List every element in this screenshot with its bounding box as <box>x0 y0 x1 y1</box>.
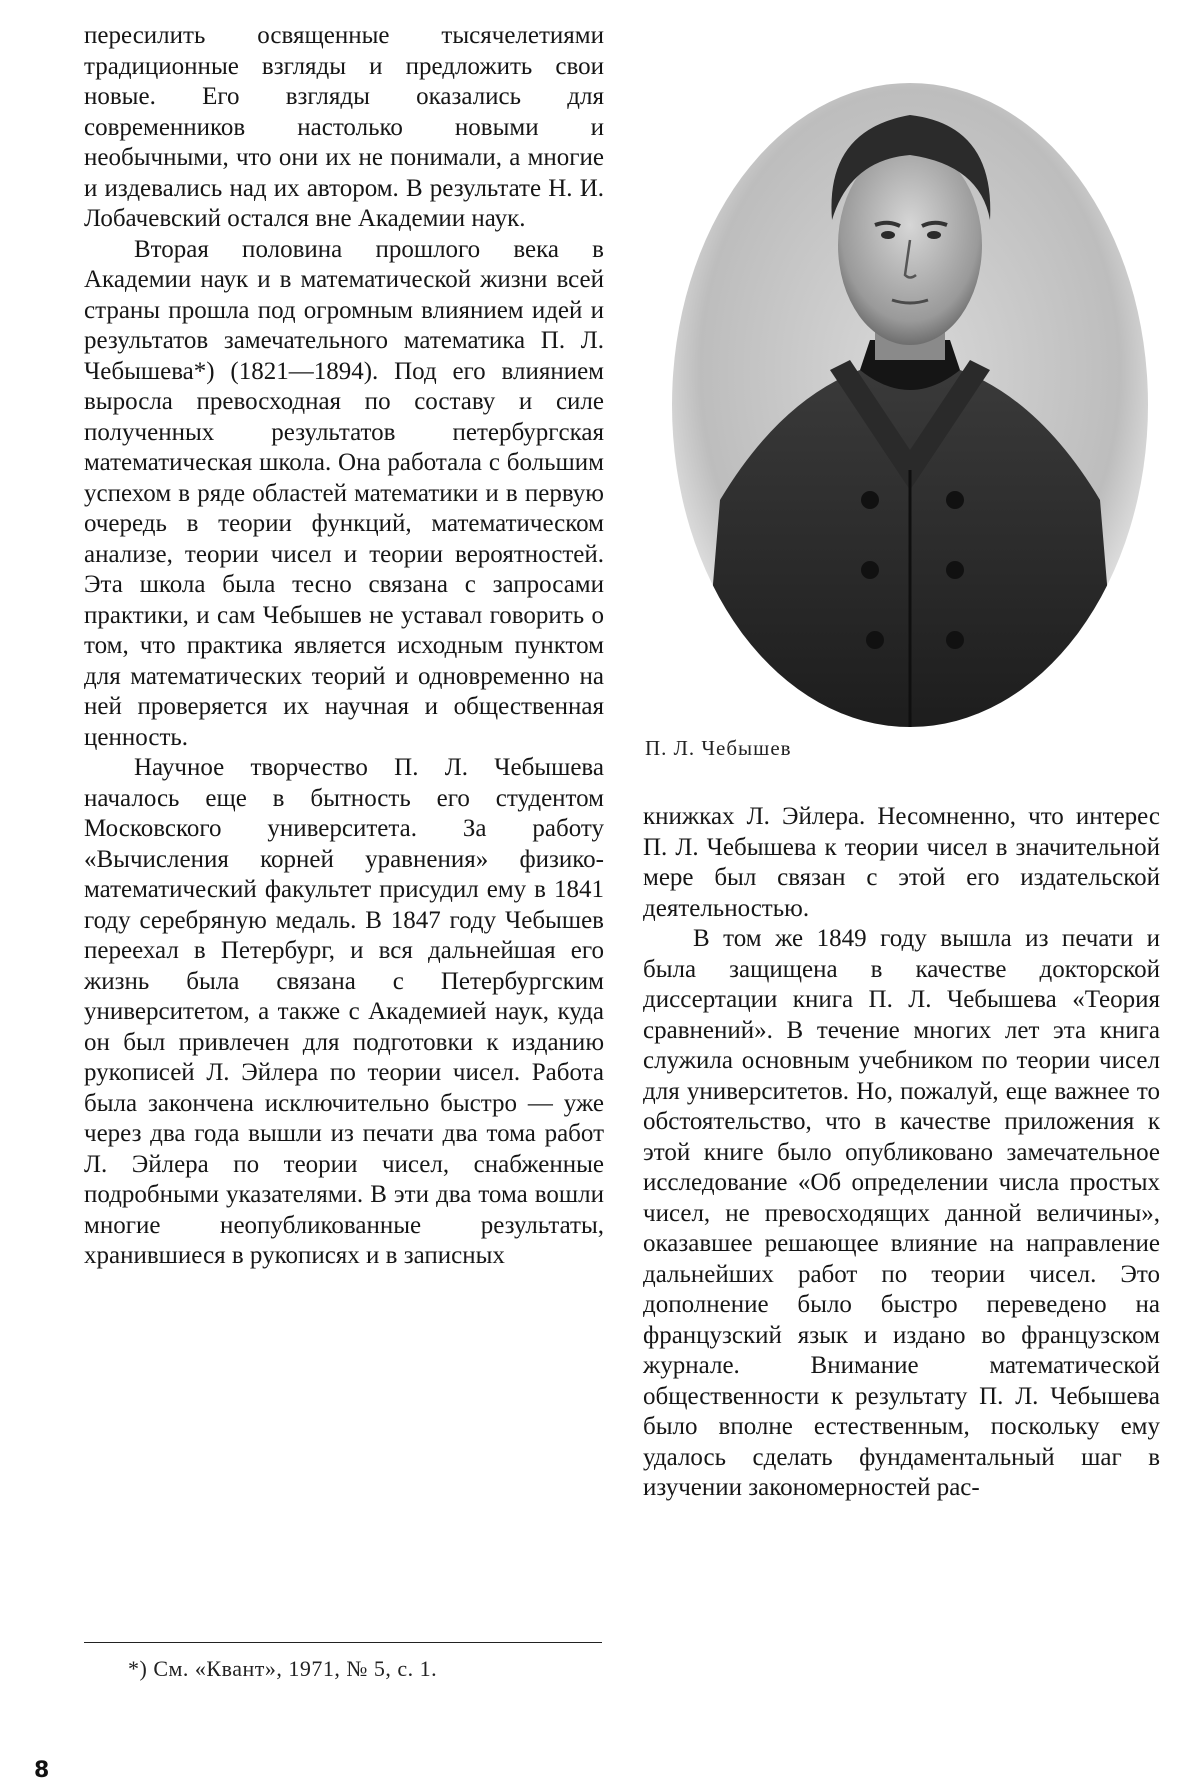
footnote: *) См. «Квант», 1971, № 5, с. 1. <box>128 1656 438 1681</box>
paragraph: Научное творчество П. Л. Чебышева началось еще в бытность его студентом Московского университета. За работу «Вычисления корней уравнения» физико-математический факультет присудил ему в 1841 году серебряную медаль. В 1847 году Чебышев переехал в Петербург, и вся дальнейшая его жизнь была связана с Петербургским университетом, а также с Академией наук, куда он был привлечен для подготовки к изданию рукописей Л. Эйлера по теории чисел. Работа была закончена исключительно быстро — уже через два года вышли из печати два тома работ Л. Эйлера по теории чисел, снабженные подробными указателями. В эти два тома вошли многие неопубликованные результаты, хранившиеся в рукописях и в записных <box>84 754 604 1269</box>
paragraph: Вторая половина прошлого века в Академии наук и в математической жизни всей страны прошла под огромным влиянием идей и результатов замечательного математика П. Л. Чебышева*) (1821—1894). Под его влиянием выросла превосходная по составу и силе полученных результатов петербургская математическая школа. Она работала с большим успехом в ряде областей математики и в первую очередь в теории функций, математическом анализе, теории чисел и теории вероятностей. Эта школа была тесно связана с запросами практики, и сам Чебышев не уставал говорить о том, что практика является исходным пунктом для математических теорий и одновременно на ней проверяется их научная и общественная ценность. <box>84 235 604 751</box>
portrait-image <box>660 70 1160 740</box>
paragraph: книжках Л. Эйлера. Несомненно, что интерес П. Л. Чебышева к теории чисел в значительной мере был связан с этой его издательской деятельностью. <box>643 803 1160 922</box>
figure-caption: П. Л. Чебышев <box>645 736 792 760</box>
right-text-column <box>643 802 1160 1504</box>
footnote-divider <box>84 1642 602 1643</box>
page-number: 8 <box>34 1758 50 1783</box>
paragraph: В том же 1849 году вышла из печати и была защищена в качестве докторской диссертации книга П. Л. Чебышева «Теория сравнений». В течение многих лет эта книга служила основным учебником по теории чисел для университетов. Но, пожалуй, еще важнее то обстоятельство, что в качестве приложения к этой книге было опубликовано замечательное исследование «Об определении числа простых чисел, не превосходящих данной величины», оказавшее решающее влияние на направление дальнейших работ по теории чисел. Это дополнение было быстро переведено на французский язык и издано во французском журнале. Внимание математической общественности к результату П. Л. Чебышева было вполне естественным, поскольку ему удалось сделать фундаментальный шаг в изучении закономерностей рас- <box>643 925 1160 1501</box>
left-text-column <box>84 21 604 1272</box>
paragraph: пересилить освященные тысячелетиями традиционные взгляды и предложить свои новые. Его взгляды оказались для современников настолько новыми и необычными, что они их не понимали, а многие и издевались над их автором. В результате Н. И. Лобачевский остался вне Академии наук. <box>84 22 604 232</box>
